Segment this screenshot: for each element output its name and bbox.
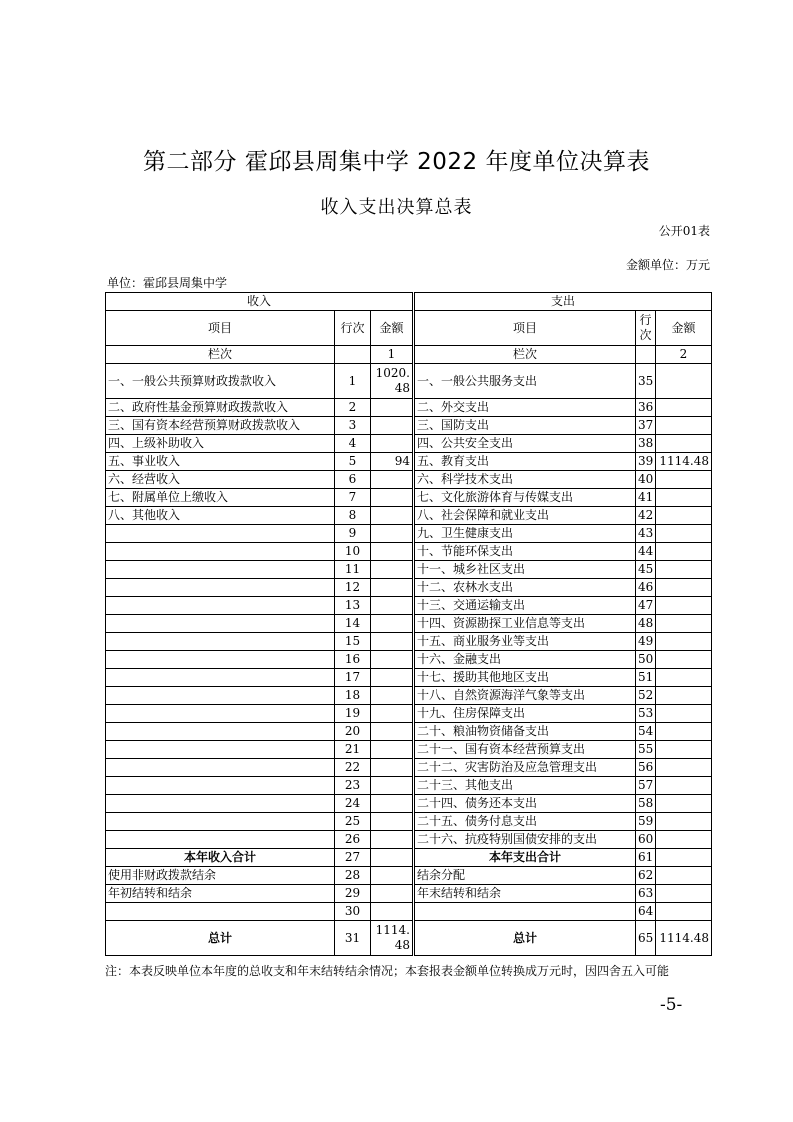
expense-amount [656,507,712,525]
income-row-number: 10 [335,543,371,561]
expense-row-number: 51 [636,669,656,687]
expense-amount [656,597,712,615]
income-amount [371,777,413,795]
table-row [106,507,712,525]
income-item [106,687,335,705]
income-row-number: 29 [335,885,371,903]
income-amount [371,579,413,597]
income-amount [371,669,413,687]
income-amount [371,849,413,867]
expense-amount [656,759,712,777]
lanci-row [106,346,712,364]
income-item [106,705,335,723]
income-amount [371,867,413,885]
expense-amount [656,417,712,435]
table-row [106,471,712,489]
income-row-number: 24 [335,795,371,813]
expense-item: 四、公共安全支出 [415,435,636,453]
expense-amount [656,831,712,849]
expense-item: 二十五、债务付息支出 [415,813,636,831]
income-row-number: 14 [335,615,371,633]
expense-row-number: 47 [636,597,656,615]
expense-amount [656,795,712,813]
expense-row-number: 61 [636,849,656,867]
table-row [106,831,712,849]
expense-item: 十四、资源勘探工业信息等支出 [415,615,636,633]
expense-item: 三、国防支出 [415,417,636,435]
income-row-number: 18 [335,687,371,705]
income-amount [371,831,413,849]
expense-item: 十二、农林水支出 [415,579,636,597]
income-row-number: 31 [335,921,371,956]
expense-row-number: 41 [636,489,656,507]
income-amount [371,759,413,777]
income-amount [371,615,413,633]
expense-item: 十九、住房保障支出 [415,705,636,723]
income-item [106,525,335,543]
income-item [106,597,335,615]
income-amount [371,507,413,525]
table-row [106,903,712,921]
income-item: 一、一般公共预算财政拨款收入 [106,364,335,399]
expense-amount: 1114.48 [656,921,712,956]
income-amount [371,489,413,507]
expense-amount [656,579,712,597]
expense-row-number: 55 [636,741,656,759]
table-row [106,885,712,903]
income-item: 七、附属单位上缴收入 [106,489,335,507]
income-row-number: 28 [335,867,371,885]
income-item [106,777,335,795]
table-row [106,687,712,705]
table-row [106,525,712,543]
expense-item: 年末结转和结余 [415,885,636,903]
expense-item [415,903,636,921]
expense-row-number: 50 [636,651,656,669]
income-item [106,561,335,579]
expense-amount [656,687,712,705]
expense-amount [656,633,712,651]
unit-name: 单位：霍邱县周集中学 [107,276,228,290]
lanci-number-left: 1 [371,346,413,364]
expense-item: 十五、商业服务业等支出 [415,633,636,651]
expense-row-number: 62 [636,867,656,885]
expense-item: 十六、金融支出 [415,651,636,669]
subtotal-row [106,849,712,867]
income-row-number: 19 [335,705,371,723]
expense-amount [656,364,712,399]
table-row [106,579,712,597]
expense-row-number: 46 [636,579,656,597]
expense-amount-header: 金额 [656,311,712,346]
income-item [106,543,335,561]
expense-item: 二十一、国有资本经营预算支出 [415,741,636,759]
table-row [106,615,712,633]
income-row-number: 1 [335,364,371,399]
expense-row-number: 43 [636,525,656,543]
income-row-number: 2 [335,399,371,417]
expense-item: 八、社会保障和就业支出 [415,507,636,525]
expense-amount [656,813,712,831]
expense-row-number: 38 [636,435,656,453]
form-code: 公开01表 [658,224,710,238]
expense-amount [656,885,712,903]
table-row [106,633,712,651]
income-item: 二、政府性基金预算财政拨款收入 [106,399,335,417]
income-row-number: 23 [335,777,371,795]
table-row [106,651,712,669]
expense-item: 二十二、灾害防治及应急管理支出 [415,759,636,777]
expense-row-number: 39 [636,453,656,471]
income-row-number: 3 [335,417,371,435]
expense-row-number: 36 [636,399,656,417]
expense-amount [656,777,712,795]
expense-amount [656,543,712,561]
income-item [106,813,335,831]
table-row [106,759,712,777]
expense-row-number: 49 [636,633,656,651]
section-header-row [106,293,712,311]
income-row-number: 27 [335,849,371,867]
income-item: 总计 [106,921,335,956]
expense-item: 十八、自然资源海洋气象等支出 [415,687,636,705]
expense-amount [656,867,712,885]
expense-amount [656,849,712,867]
income-amount [371,741,413,759]
income-item [106,615,335,633]
expense-row-number: 65 [636,921,656,956]
income-row-number: 25 [335,813,371,831]
income-row-number: 30 [335,903,371,921]
income-item: 年初结转和结余 [106,885,335,903]
expense-row-number: 56 [636,759,656,777]
income-amount [371,813,413,831]
expense-item: 七、文化旅游体育与传媒支出 [415,489,636,507]
income-row-number: 4 [335,435,371,453]
income-amount [371,723,413,741]
income-item [106,741,335,759]
income-row-number: 26 [335,831,371,849]
column-header-row [106,311,712,346]
expense-row-number: 63 [636,885,656,903]
expense-row-number: 45 [636,561,656,579]
expense-item: 六、科学技术支出 [415,471,636,489]
lanci-label-left: 栏次 [106,346,335,364]
expense-item: 十三、交通运输支出 [415,597,636,615]
income-row-number: 21 [335,741,371,759]
income-row-number: 9 [335,525,371,543]
income-row-number: 7 [335,489,371,507]
expense-row-number: 37 [636,417,656,435]
income-amount [371,471,413,489]
expense-amount [656,741,712,759]
table-row [106,867,712,885]
income-item: 五、事业收入 [106,453,335,471]
income-header: 收入 [106,293,413,311]
table-row [106,669,712,687]
expense-amount [656,561,712,579]
expense-item: 二十六、抗疫特别国债安排的支出 [415,831,636,849]
lanci-number-right: 2 [656,346,712,364]
expense-amount [656,471,712,489]
expense-row-number: 52 [636,687,656,705]
income-item [106,651,335,669]
expense-amount [656,705,712,723]
income-amount [371,597,413,615]
expense-item: 二、外交支出 [415,399,636,417]
table-row [106,489,712,507]
table-row [106,543,712,561]
expense-amount [656,723,712,741]
expense-row-number: 57 [636,777,656,795]
table-row [106,705,712,723]
income-expense-table [105,292,712,956]
income-row-number: 15 [335,633,371,651]
income-amount [371,687,413,705]
table-row [106,399,712,417]
income-row-number: 20 [335,723,371,741]
table-row [106,723,712,741]
table-row [106,417,712,435]
income-row-number: 13 [335,597,371,615]
expense-item: 一、一般公共服务支出 [415,364,636,399]
income-amount: 1020.48 [371,364,413,399]
income-row-number: 12 [335,579,371,597]
expense-amount: 1114.48 [656,453,712,471]
total-row [106,921,712,956]
income-item [106,795,335,813]
income-item [106,669,335,687]
income-amount [371,399,413,417]
expense-row-number: 64 [636,903,656,921]
table-row [106,741,712,759]
income-item-header: 项目 [106,311,335,346]
income-amount [371,417,413,435]
income-row-header: 行次 [335,311,371,346]
income-row-number: 16 [335,651,371,669]
expense-item: 五、教育支出 [415,453,636,471]
expense-item: 二十三、其他支出 [415,777,636,795]
income-amount [371,903,413,921]
table-row [106,435,712,453]
income-amount [371,543,413,561]
income-row-number: 11 [335,561,371,579]
page-title: 第二部分 霍邱县周集中学 2022 年度单位决算表 [143,149,650,175]
expense-header: 支出 [415,293,712,311]
table-subtitle: 收入支出决算总表 [320,197,473,218]
expense-amount [656,489,712,507]
income-item [106,903,335,921]
expense-row-number: 59 [636,813,656,831]
income-item [106,633,335,651]
expense-amount [656,435,712,453]
income-item: 三、国有资本经营预算财政拨款收入 [106,417,335,435]
income-amount: 94 [371,453,413,471]
expense-amount [656,615,712,633]
expense-row-number: 42 [636,507,656,525]
income-item: 本年收入合计 [106,849,335,867]
table-row [106,777,712,795]
income-amount [371,885,413,903]
income-amount [371,795,413,813]
footnote: 注：本表反映单位本年度的总收支和年末结转结余情况；本套报表金额单位转换成万元时，因四舍五入可能 [105,964,670,978]
income-row-number: 22 [335,759,371,777]
table-row [106,597,712,615]
expense-row-number: 53 [636,705,656,723]
income-amount [371,651,413,669]
income-item [106,579,335,597]
income-item: 六、经营收入 [106,471,335,489]
expense-amount [656,651,712,669]
expense-item: 九、卫生健康支出 [415,525,636,543]
expense-item-header: 项目 [415,311,636,346]
income-row-number: 5 [335,453,371,471]
income-item [106,759,335,777]
income-amount [371,525,413,543]
expense-row-number: 48 [636,615,656,633]
expense-item: 十、节能环保支出 [415,543,636,561]
income-item [106,831,335,849]
income-item: 使用非财政拨款结余 [106,867,335,885]
income-row-number: 17 [335,669,371,687]
table-row [106,364,712,399]
expense-row-number: 60 [636,831,656,849]
table-row [106,813,712,831]
income-amount [371,561,413,579]
expense-item: 结余分配 [415,867,636,885]
income-row-number: 8 [335,507,371,525]
expense-item: 二十、粮油物资储备支出 [415,723,636,741]
expense-row-number: 54 [636,723,656,741]
expense-item: 十一、城乡社区支出 [415,561,636,579]
income-item [106,723,335,741]
income-amount [371,435,413,453]
expense-row-number: 40 [636,471,656,489]
amount-unit-label: 金额单位：万元 [625,258,710,272]
expense-item: 二十四、债务还本支出 [415,795,636,813]
expense-row-header: 行次 [636,311,656,346]
income-amount [371,705,413,723]
income-item: 四、上级补助收入 [106,435,335,453]
page-number: -5- [660,995,683,1015]
income-amount: 1114.48 [371,921,413,956]
expense-row-number: 35 [636,364,656,399]
expense-amount [656,525,712,543]
income-row-number: 6 [335,471,371,489]
income-item: 八、其他收入 [106,507,335,525]
table-row [106,795,712,813]
expense-amount [656,669,712,687]
table-row [106,561,712,579]
expense-amount [656,399,712,417]
expense-row-number: 44 [636,543,656,561]
income-amount [371,633,413,651]
lanci-label-right: 栏次 [415,346,636,364]
table-row [106,453,712,471]
expense-item: 本年支出合计 [415,849,636,867]
expense-item: 总计 [415,921,636,956]
expense-amount [656,903,712,921]
expense-item: 十七、援助其他地区支出 [415,669,636,687]
income-amount-header: 金额 [371,311,413,346]
expense-row-number: 58 [636,795,656,813]
